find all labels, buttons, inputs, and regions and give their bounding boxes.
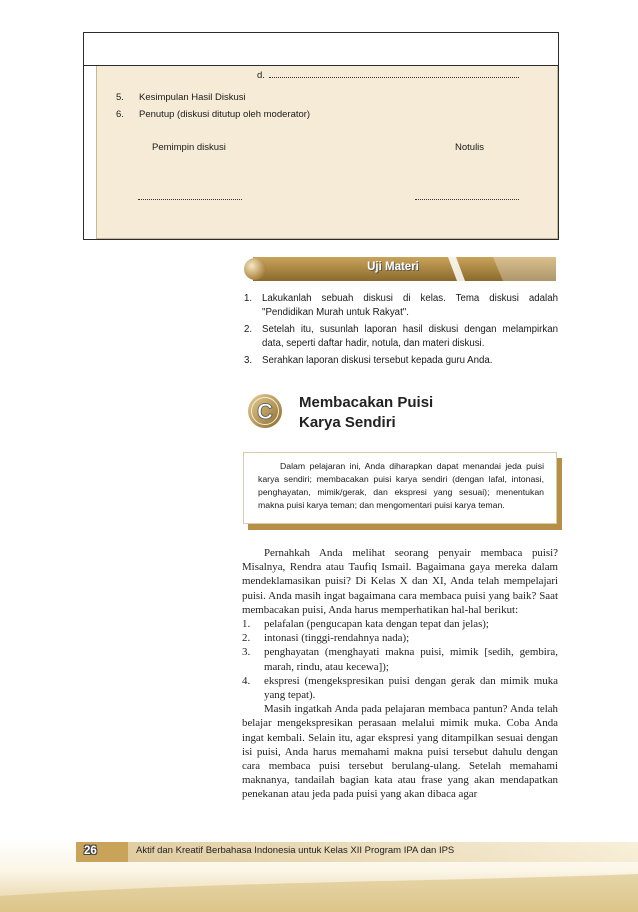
signature-line-left [138, 199, 242, 200]
form-item-text: Penutup (diskusi ditutup oleh moderator) [139, 109, 311, 120]
objective-text: Dalam pelajaran ini, Anda diharapkan dapat menandai jeda puisi karya sendiri; membacakan puisi karya sendiri (dengan lafal, intonasi, penghayatan, mimik/gerak, dan ekspresi yang sesuai); menentukan makna puisi karya teman; dan mengomentari puisi karya teman. [258, 461, 544, 510]
uji-materi-banner [243, 257, 556, 281]
section-badge-icon [247, 393, 283, 429]
list-item [242, 645, 558, 673]
task-num: 3. [244, 355, 253, 366]
list-num: 4. [242, 674, 251, 687]
page-number: 26 [84, 845, 97, 857]
uji-materi-title: Uji Materi [367, 261, 419, 273]
section-letter: C [257, 399, 273, 424]
task-text: Serahkan laporan diskusi tersebut kepada guru Anda. [262, 355, 493, 366]
list-item [242, 674, 558, 702]
sign-right-label: Notulis [455, 142, 485, 153]
sign-left-label: Pemimpin diskusi [152, 142, 226, 153]
task-item [244, 354, 558, 368]
discussion-form-frame [83, 32, 559, 240]
form-item-num: 5. [116, 92, 124, 103]
form-item-text: Kesimpulan Hasil Diskusi [139, 92, 246, 103]
form-line-d-label: d. [257, 70, 265, 81]
task-list [244, 292, 558, 372]
section-title [299, 393, 433, 433]
second-paragraph: Masih ingatkah Anda pada pelajaran membaca pantun? Anda telah belajar mengekspresikan perasaan melalui mimik muka. Coba Anda ingat kembali. Selain itu, agar ekspresi yang ditampilkan sesuai dengan isi puisi, Anda harus memahami makna puisi tersebut dahulu dengan cara membaca puisi tersebut berulang-ulang. Setelah memahami maknanya, tandailah bagian kata atau frase yang akan mendapatkan penekanan atau jeda pada puisi yang akan dibaca agar [242, 703, 558, 801]
task-num: 1. [244, 293, 253, 304]
form-item [116, 109, 310, 120]
objective-box [243, 452, 557, 524]
body-text [242, 546, 558, 802]
task-num: 2. [244, 324, 253, 335]
list-text: intonasi (tinggi-rendahnya nada); [264, 632, 410, 645]
dotted-line [269, 70, 519, 78]
list-text: pelafalan (pengucapan kata dengan tepat dan jelas); [264, 618, 489, 631]
form-item [116, 92, 246, 103]
list-text: penghayatan (menghayati makna puisi, mimik [sedih, gembira, marah, rindu, atau kecewa]); [264, 646, 558, 673]
task-item [244, 292, 558, 319]
list-item [242, 617, 558, 631]
form-header [84, 33, 558, 66]
list-item [242, 631, 558, 645]
list-text: ekspresi (mengekspresikan puisi dengan gerak dan mimik muka yang tepat). [264, 674, 558, 702]
section-title-line1: Membacakan Puisi [299, 394, 434, 411]
list-num: 1. [242, 618, 251, 631]
task-item [244, 323, 558, 350]
intro-paragraph: Pernahkah Anda melihat seorang penyair membaca puisi? Misalnya, Rendra atau Taufiq Ismail. Bagaimana gaya mereka dalam mendeklamasikan puisi? Di Kelas X dan XI, Anda telah mempelajari puisi. Anda masih ingat bagaimana cara membaca puisi yang baik? Saat membacakan puisi, Anda harus memperhatikan hal-hal berikut: [242, 547, 558, 616]
task-text: Lakukanlah sebuah diskusi di kelas. Tema diskusi adalah "Pendidikan Murah untuk Rakyat". [262, 293, 558, 318]
section-title-line2: Karya Sendiri [299, 414, 396, 431]
list-num: 3. [242, 646, 251, 659]
task-text: Setelah itu, susunlah laporan hasil diskusi dengan melampirkan data, seperti daftar hadir, notula, dan materi diskusi. [262, 324, 558, 349]
footer-book-title: Aktif dan Kreatif Berbahasa Indonesia untuk Kelas XII Program IPA dan IPS [136, 845, 455, 856]
signature-line-right [415, 199, 519, 200]
form-line-d [257, 70, 519, 81]
form-item-num: 6. [116, 109, 124, 120]
section-c-badge [247, 393, 283, 429]
list-num: 2. [242, 632, 251, 645]
